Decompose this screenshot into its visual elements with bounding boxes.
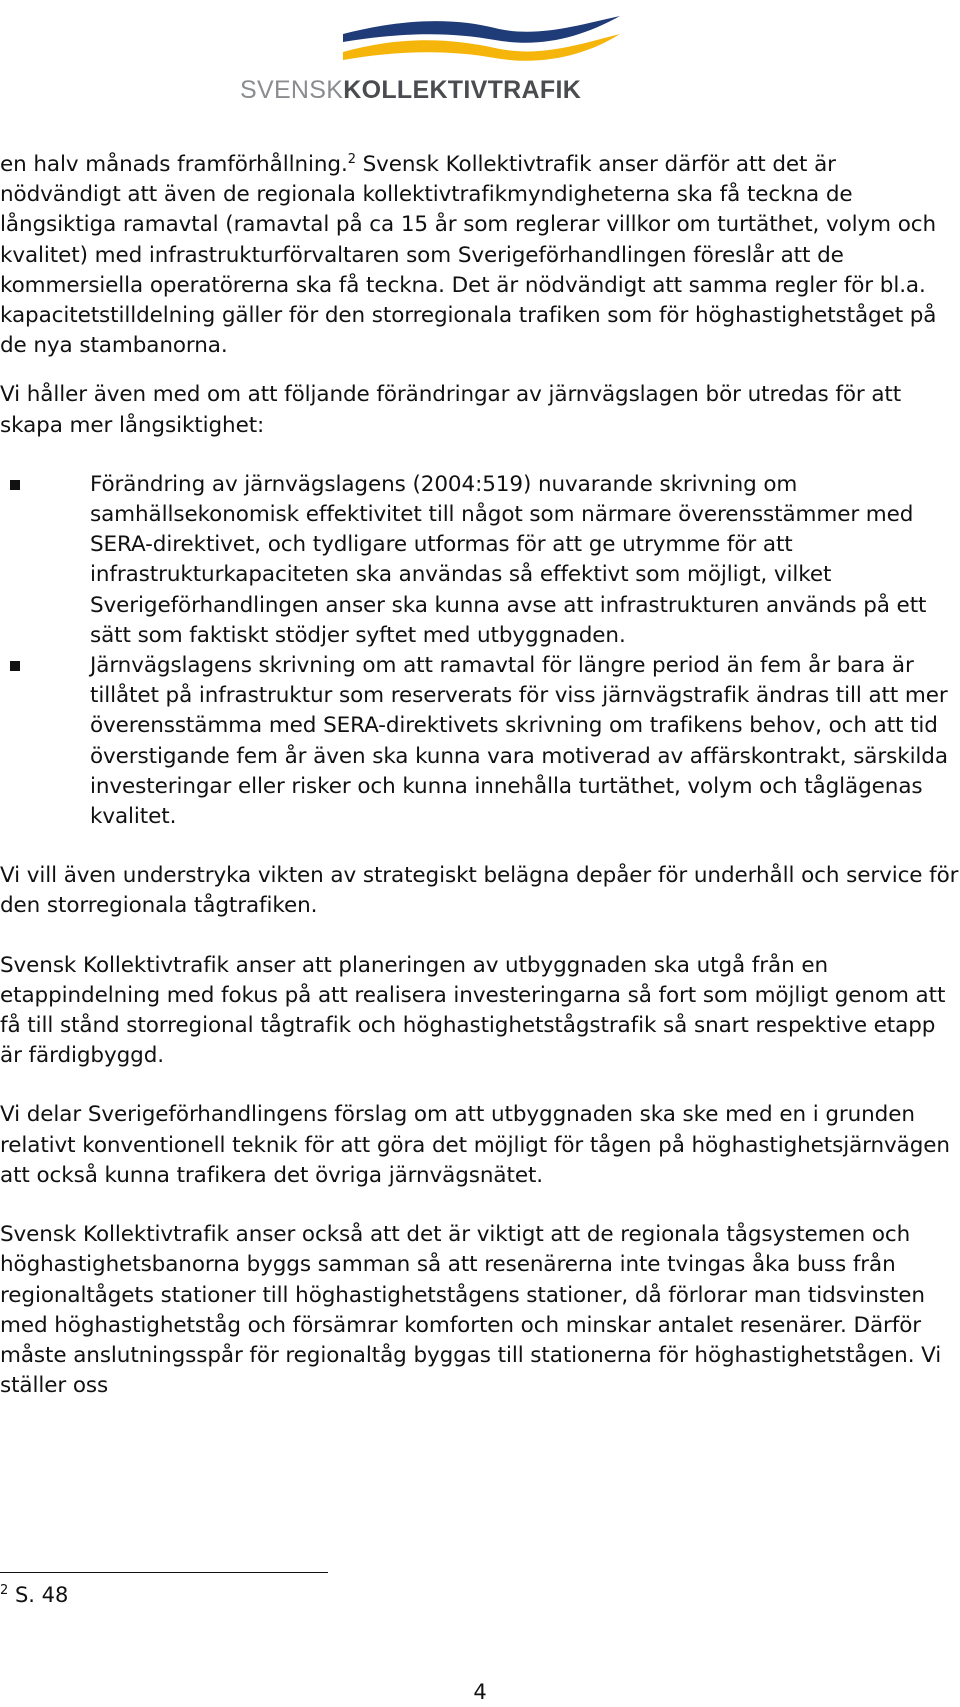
- brand-wordmark-light: SVENSK: [240, 76, 344, 104]
- paragraph-6: Svensk Kollektivtrafik anser också att det är viktigt att de regionala tågsystemen och höghastighetsbanorna byggs samman så att resenärerna inte tvingas åka buss från regionaltågets stationer till höghastighetstågens stationer, då förlorar man tidsvinsten med höghastighetståg och försämrar komforten och minskar antalet resenärer. Därför måste anslutningsspår för regionaltåg byggas till stationerna för höghastighetstågen. Vi ställer oss: [0, 1222, 942, 1399]
- bullet-list: [0, 470, 960, 832]
- paragraph-2: Vi håller även med om att följande förändringar av järnvägslagen bör utredas för att skapa mer långsiktighet:: [0, 382, 902, 438]
- list-item-text: Förändring av järnvägslagens (2004:519) nuvarande skrivning om samhällsekonomisk effektivitet till något som närmare överensstämmer med SERA-direktivet, och tydligare utformas för att ge utrymme för att infrastrukturkapaciteten ska användas så effektivt som möjligt, vilket Sverigeförhandlingen anser ska kunna avse att infrastrukturen används på ett sätt som faktiskt stödjer syftet med utbyggnaden.: [90, 471, 927, 648]
- brand-wordmark-bold: KOLLEKTIVTRAFIK: [343, 76, 582, 104]
- square-bullet-icon: [10, 480, 20, 490]
- list-item-text: Järnvägslagens skrivning om att ramavtal för längre period än fem år bara är tillåtet på infrastruktur som reserverats för viss järnvägstrafik ändras till att mer överensstämma med SERA-direktivets skrivning om trafikens behov, och att tid överstigande fem år även ska kunna vara motiverad av affärskontrakt, särskilda investeringar eller risker och kunna innehålla turtäthet, volym och tåglägenas kvalitet.: [90, 653, 948, 830]
- page-number: 4: [473, 1680, 487, 1704]
- paragraph-4: Svensk Kollektivtrafik anser att planeringen av utbyggnaden ska utgå från en etappindelning med fokus på att realisera investeringarna så fort som möjligt genom att få till stånd storregional tågtrafik och höghastighetstågstrafik så snart respektive etapp är färdigbyggd.: [0, 952, 946, 1069]
- paragraph-1-text-b: Svensk Kollektivtrafik anser därför att det är nödvändigt att även de regionala kollektivtrafikmyndigheterna ska få teckna de långsiktiga ramavtal (ramavtal på ca 15 år som reglerar villkor om turtäthet, volym och kvalitet) med infrastrukturförvaltaren som Sverigeförhandlingen föreslår att de kommersiella operatörerna ska få teckna. Det är nödvändigt att samma regler för bl.a. kapacitetstilldelning gäller för den storregionala trafiken som för höghastighetståget på de nya stambanorna.: [0, 152, 937, 359]
- list-item: [0, 651, 960, 832]
- logo-waves-icon: [335, 12, 625, 72]
- footnote-reference: 2: [347, 151, 356, 167]
- brand-wordmark: [240, 76, 581, 105]
- page-header: [0, 0, 960, 110]
- paragraph-3: Vi vill även understryka vikten av strategiskt belägna depåer för underhåll och service för den storregionala tågtrafiken.: [0, 863, 959, 919]
- paragraph-5: Vi delar Sverigeförhandlingens förslag om att utbyggnaden ska ske med en i grunden relativt konventionell teknik för att göra det möjligt för tågen på höghastighetsjärnvägen att också kunna trafikera det övriga järnvägsnätet.: [0, 1102, 950, 1188]
- list-item: [0, 470, 960, 651]
- footnote-number: 2: [0, 1583, 9, 1598]
- paragraph-1-text-a: en halv månads framförhållning.: [0, 152, 348, 177]
- footnote-text: S. 48: [8, 1583, 69, 1607]
- footnote-separator: [0, 1572, 328, 1573]
- document-body: [0, 150, 960, 1430]
- paragraph-1: [0, 150, 960, 361]
- square-bullet-icon: [10, 661, 20, 671]
- footnote: [0, 1583, 68, 1607]
